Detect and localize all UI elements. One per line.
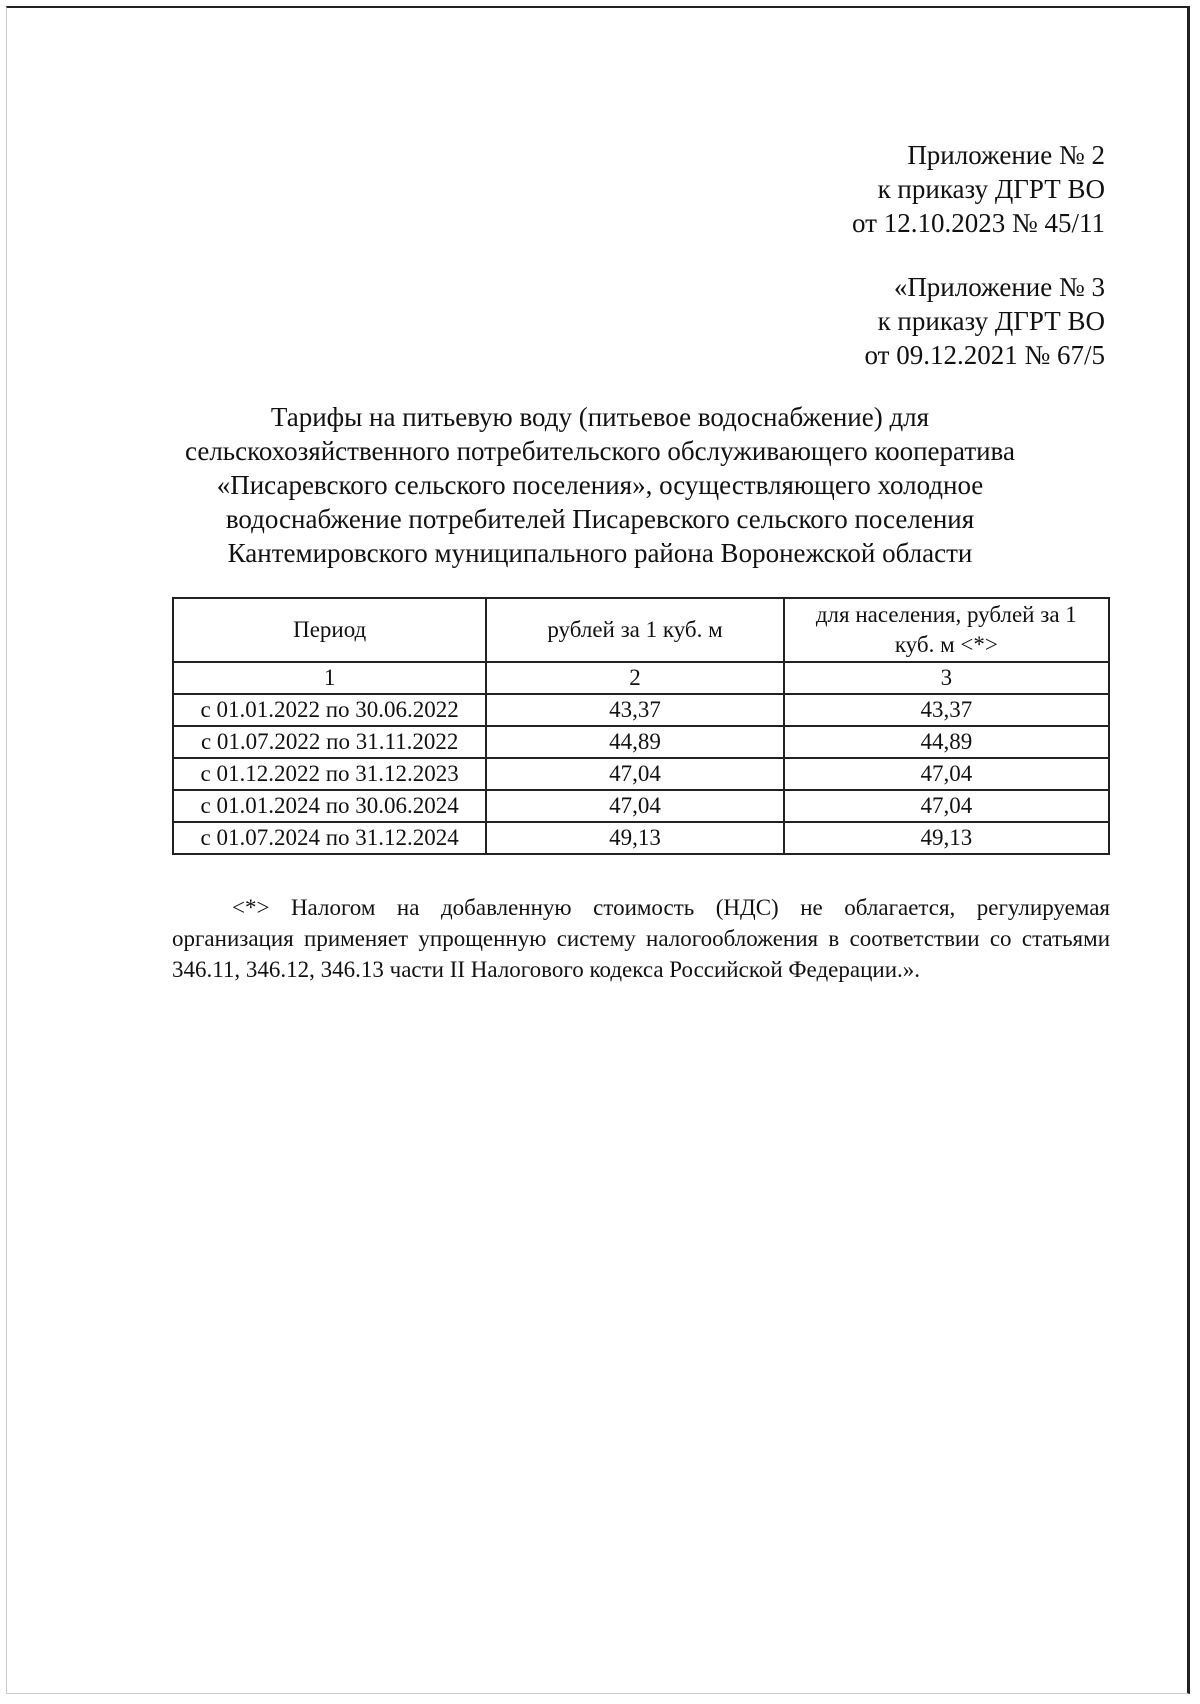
table-row [173, 694, 1109, 726]
appendix-order-ref: к приказу ДГРТ ВО [877, 306, 1105, 336]
column-number: 3 [784, 662, 1109, 694]
header-period: Период [173, 598, 486, 662]
cell-period: с 01.01.2024 по 30.06.2024 [173, 790, 486, 822]
cell-rub: 43,37 [486, 694, 783, 726]
title-line: «Писаревского сельского поселения», осуществляющего холодное [216, 470, 984, 500]
table-row [173, 822, 1109, 854]
cell-population: 43,37 [784, 694, 1109, 726]
cell-population: 44,89 [784, 726, 1109, 758]
title-line: Тарифы на питьевую воду (питьевое водоснабжение) для [270, 402, 930, 432]
appendix-header-amended [865, 270, 1105, 372]
header-population-line2: куб. м <*> [894, 632, 998, 657]
cell-rub: 47,04 [486, 758, 783, 790]
title-line: Кантемировского муниципального района Воронежской области [227, 538, 973, 568]
cell-rub: 49,13 [486, 822, 783, 854]
footnote-vat: <*> Налогом на добавленную стоимость (НДС) не облагается, регулируемая организация применяет упрощенную систему налогообложения в соответствии со статьями 346.11, 346.12, 346.13 части II Налогового кодекса Российской Федерации.». [172, 895, 1110, 982]
table-row [173, 758, 1109, 790]
appendix-order-date: от 12.10.2023 № 45/11 [852, 208, 1105, 238]
cell-period: с 01.01.2022 по 30.06.2022 [173, 694, 486, 726]
column-number: 1 [173, 662, 486, 694]
cell-population: 47,04 [784, 758, 1109, 790]
header-rub-per-m3: рублей за 1 куб. м [486, 598, 783, 662]
title-line: водоснабжение потребителей Писаревского сельского поселения [225, 504, 975, 534]
title-line: сельскохозяйственного потребительского обслуживающего кооператива [185, 436, 1015, 466]
document-title [150, 400, 1050, 570]
table-header-row [173, 598, 1109, 662]
cell-rub: 47,04 [486, 790, 783, 822]
tariff-table [172, 597, 1110, 855]
table-row [173, 790, 1109, 822]
column-number: 2 [486, 662, 783, 694]
cell-rub: 44,89 [486, 726, 783, 758]
cell-population: 49,13 [784, 822, 1109, 854]
header-population [784, 598, 1109, 662]
appendix-number: «Приложение № 3 [893, 272, 1105, 302]
cell-population: 47,04 [784, 790, 1109, 822]
appendix-number: Приложение № 2 [907, 140, 1105, 170]
cell-period: с 01.12.2022 по 31.12.2023 [173, 758, 486, 790]
header-population-line1: для населения, рублей за 1 [815, 602, 1077, 627]
table-row [173, 726, 1109, 758]
appendix-order-ref: к приказу ДГРТ ВО [877, 174, 1105, 204]
appendix-header-current [852, 138, 1105, 240]
appendix-order-date: от 09.12.2021 № 67/5 [864, 340, 1105, 370]
cell-period: с 01.07.2022 по 31.11.2022 [173, 726, 486, 758]
cell-period: с 01.07.2024 по 31.12.2024 [173, 822, 486, 854]
column-number-row [173, 662, 1109, 694]
